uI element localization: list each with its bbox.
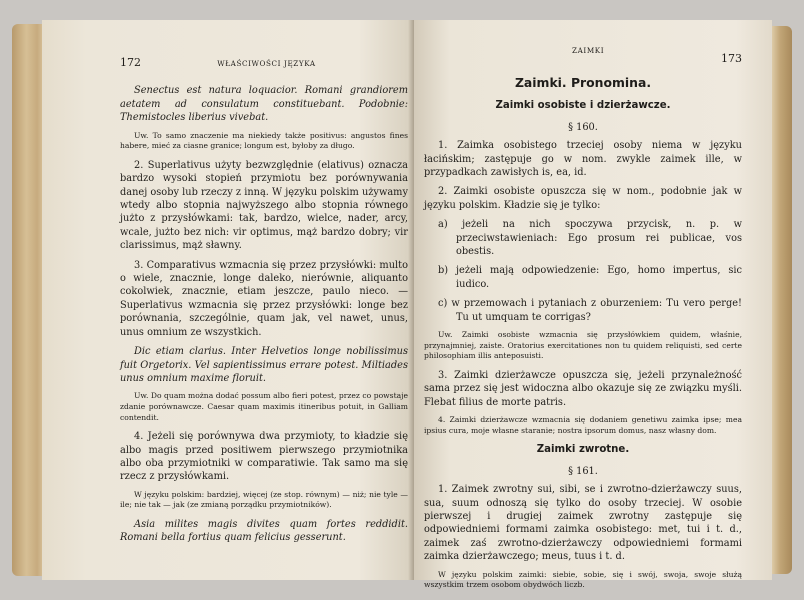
right-running-header [424,40,742,70]
section-subtitle: Zaimki zwrotne. [536,444,630,456]
note: W języku polskim zaimki: siebie, sobie, się i swój, swoja, swoje służą wszystkim trzem osobom obydwóch liczb. [424,569,742,590]
paragraph: Asia milites magis divites quam fortes reddidit. Romani bella fortius quam felicius gesserunt. [120,518,408,544]
section-subtitle: Zaimki osobiste i dzierżawcze. [495,100,671,112]
note: 4. Zaimki dzierżawcze wzmacnia się dodaniem genetiwu zaimka ipse; mea ipsius cura, moje własne staranie; nostra ipsorum domus, nasz własny dom. [424,415,742,435]
left-header-title: WŁAŚCIWOŚCI JĘZYKA [217,59,316,68]
page-edges-right [770,26,792,574]
paragraph: 4. Jeżeli się porównywa dwa przymioty, to kładzie się albo magis przed positiwem pierwszego przymiotnika albo oba przymiotniki w comparatiwie. Tak samo ma się rzecz z przysłówkami. [120,431,408,483]
right-page-number: 173 [721,52,742,65]
section-number: § 161. [568,465,598,477]
right-header-title: ZAIMKI [572,46,605,55]
paragraph: 1. Zaimka osobistego trzeciej osoby niema w języku łacińskim; zastępuje go w nom. zwykle zaimek ille, w przypadkach zawisłych is, ea, id. [424,140,742,179]
left-page [42,20,414,580]
paragraph: Senectus est natura loquacior. Romani grandiorem aetatem ad consulatum constituebant. Podobnie: Themistocles liberius vivebat. [120,85,408,124]
section-number: § 160. [568,121,598,133]
note: Uw. Zaimki osobiste wzmacnia się przysłówkiem quidem, właśnie, przynajmniej, zaiste. Oratorius exercitationes non tu quidem reliquisti, sed certe philosophiam illis anteposuisti. [424,330,742,361]
chapter-title: Zaimki. Pronomina. [514,75,652,90]
paragraph: 1. Zaimek zwrotny sui, sibi, se i zwrotno-dzierżawczy suus, sua, suum odnoszą się tylko do osoby trzeciej. W osobie pierwszej i drugiej zaimek zwrotny zastępuje się odpowiedniemi formami zaimka osobistego: met, tui i t. d., zaimek zaś zwrotno-dzierżawczy odpowiedniemi formami zaimka dzierżawczego; meus, tuus i t. d. [424,484,742,563]
list-item: a) jeżeli na nich spoczywa przycisk, n. p. w przeciwstawieniach: Ego prosum rei publicae, vos obestis. [438,219,742,258]
left-running-header [120,56,408,70]
right-page [414,20,772,590]
paragraph: 2. Superlativus użyty bezwzględnie (elativus) oznacza bardzo wysoki stopień przymiotu bez porównywania danej osoby lub rzeczy z inną. W języku polskim używamy wtedy albo stopnia najwyższego albo stopnia równego jużto z przysłówkami: tak, bardzo, wielce, nader, arcy, wcale, jużto bez nich: vir optimus, mąż bardzo dobry; vir clarissimus, mąż sławny. [120,159,408,252]
paragraph: 3. Comparativus wzmacnia się przez przysłówki: multo o wiele, znacznie, longe daleko, nierównie, aliquanto cokolwiek, znacznie, etiam jeszcze, paulo nieco. — Superlativus wzmacnia się przez przysłówki: longe bez porównania, szczególnie, quam jak, vel nawet, unus, unus omnium ze wszystkich. [120,259,408,338]
paragraph: 3. Zaimki dzierżawcze opuszcza się, jeżeli przynależność sama przez się jest widoczna albo okazuje się ze związku myśli. Flebat filius de morte patris. [424,369,742,408]
note: Uw. To samo znaczenie ma niekiedy także positivus: angustos fines habere, mieć za ciasne granice; longum est, byłoby za długo. [120,130,408,151]
list-item: b) jeżeli mają odpowiedzenie: Ego, homo impertus, sic iudico. [438,265,742,290]
open-book [12,16,792,590]
note: W języku polskim: bardziej, więcej (ze stop. równym) — niż; nie tyle — ile; nie tak — jak (ze zmianą porządku przymiotników). [120,489,408,510]
note: Uw. Do quam można dodać possum albo fieri potest, przez co powstaje zdanie porównawcze. Caesar quam maximis itineribus potuit, in Galliam contendit. [120,391,408,422]
list-item: c) w przemowach i pytaniach z oburzeniem: Tu vero perge! Tu ut umquam te corrigas? [438,298,742,323]
paragraph: Dic etiam clarius. Inter Helvetios longe nobilissimus fuit Orgetorix. Vel sapientissimus errare potest. Miltiades unus omnium maxime floruit. [120,346,408,384]
paragraph: 2. Zaimki osobiste opuszcza się w nom., podobnie jak w języku polskim. Kładzie się je tylko: [424,186,742,211]
left-page-number: 172 [120,56,141,69]
